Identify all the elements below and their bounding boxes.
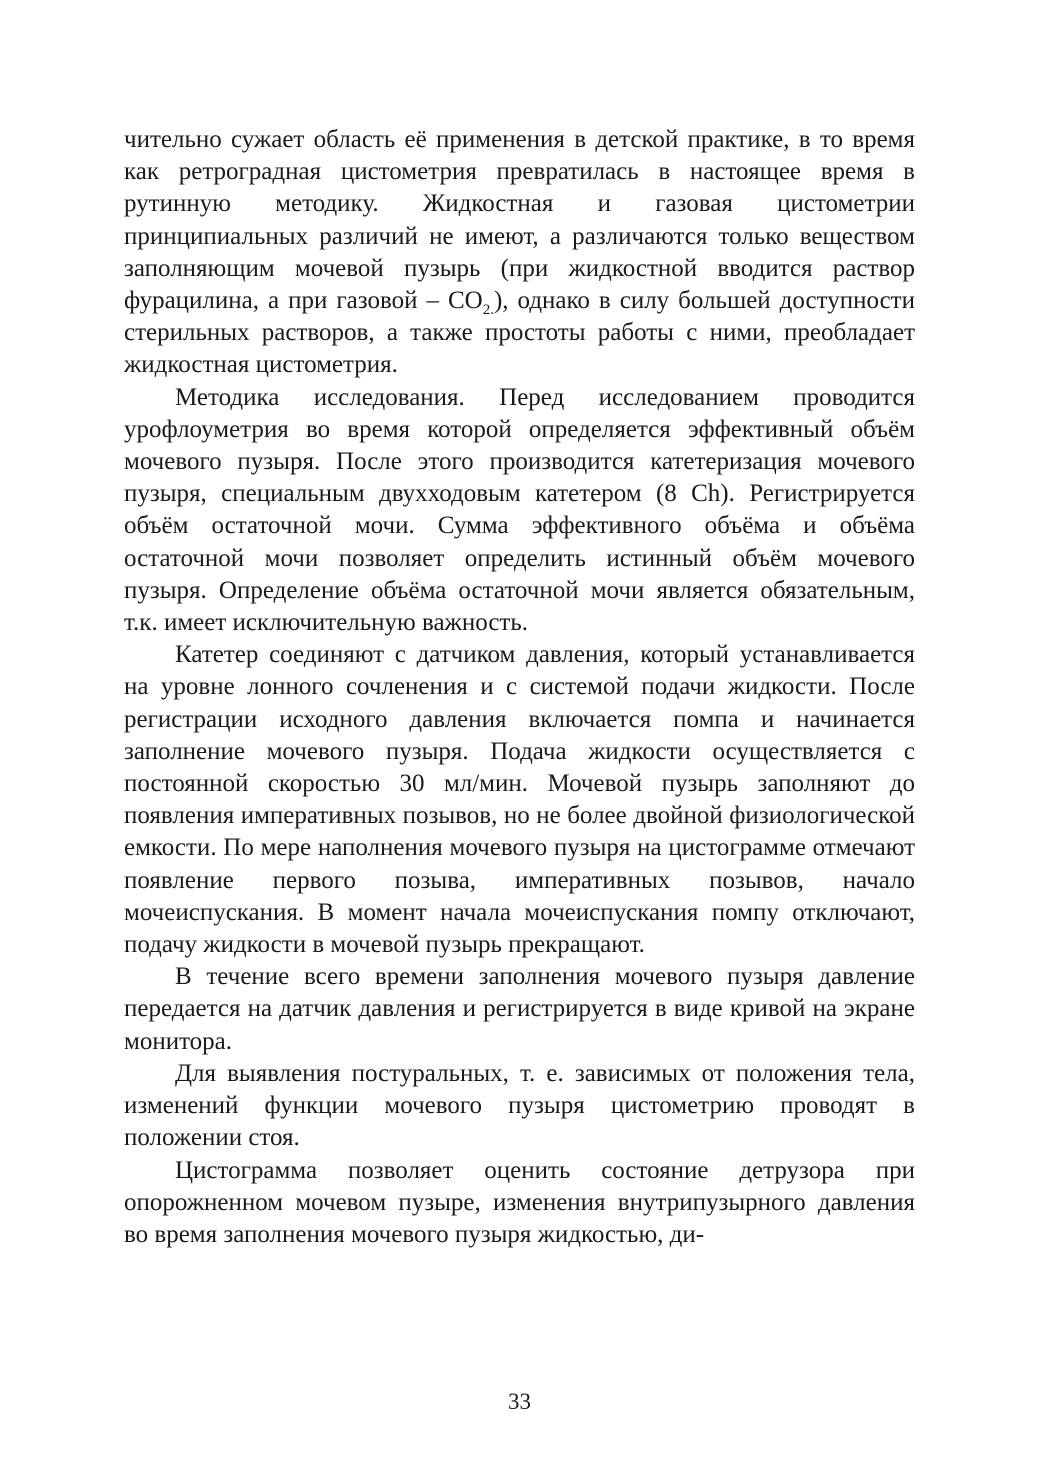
paragraph-3: Катетер соединяют с датчиком давления, который устанавливается на уровне лонного сочленения и с системой подачи жидкости. После регистрации исходного давления включается помпа и начинается заполнение мочевого пузыря. Подача жидкости осуществляется с постоянной скоростью 30 мл/мин. Мочевой пузырь заполняют до появления императивных позывов, но не более двойной физиологической емкости. По мере наполнения мочевого пузыря на цистограмме отмечают появление первого позыва, императивных позывов, начало мочеиспускания. В момент начала мочеиспускания помпу отключают, подачу жидкости в мочевой пузырь прекращают. [124,641,915,959]
paragraph-1-text-a: чительно сужает область её применения в детской практике, в то время как ретроградная цистометрия превратилась в настоящее время в рутинную методику. Жидкостная и газовая цистометрии принципиальных различий не имеют, а различаются только веществом заполняющим мочевой пузырь (при жидкостной вводится раствор фурацилина, а при газовой – CO [124,126,915,315]
paragraph-5: Для выявления постуральных, т. е. зависимых от положения тела, изменений функции мочевого пузыря цистометрию проводят в положении стоя. [124,1059,915,1152]
paragraph-1 [124,124,915,382]
page-number: 33 [508,1389,531,1414]
body-text [124,124,915,1251]
co2-subscript: 2. [482,302,494,319]
paragraph-1-text-b: ), однако в силу большей доступности стерильных растворов, а также простоты работы с ними, преобладает жидкостная цистометрия. [124,287,915,379]
paragraph-4: В течение всего времени заполнения мочевого пузыря давление передается на датчик давления и регистрируется в виде кривой на экране монитора. [124,963,915,1055]
paragraph-6: Цистограмма позволяет оценить состояние детрузора при опорожненном мочевом пузыре, изменения внутрипузырного давления во время заполнения мочевого пузыря жидкостью, ди- [124,1156,915,1248]
paragraph-2: Методика исследования. Перед исследованием проводится урофлоуметрия во время которой определяется эффективный объём мочевого пузыря. После этого производится катетеризация мочевого пузыря, специальным двухходовым катетером (8 Ch). Регистрируется объём остаточной мочи. Сумма эффективного объёма и объёма остаточной мочи позволяет определить истинный объём мочевого пузыря. Определение объёма остаточной мочи является обязательным, т.к. имеет исключительную важность. [124,383,915,637]
